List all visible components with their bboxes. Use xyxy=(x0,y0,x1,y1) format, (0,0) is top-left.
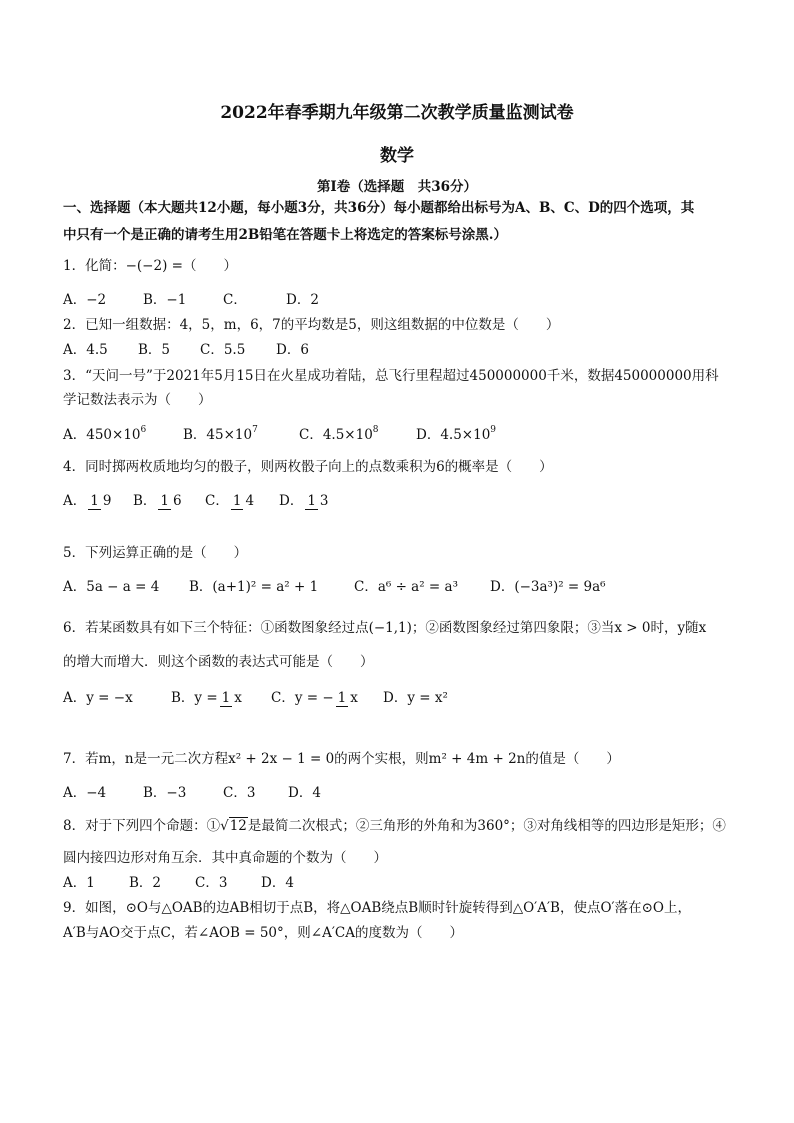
q7-option-c: C．3 xyxy=(223,785,256,801)
q8-stem-line-2: 圆内接四边形对角互余．其中真命题的个数为（ ） xyxy=(63,850,387,866)
q6-option-c-fraction xyxy=(336,691,360,707)
q5-option-c: C．a⁶ ÷ a² = a³ xyxy=(354,579,458,595)
q1-option-a: A．−2 xyxy=(63,292,107,308)
q6-c-num: 1 xyxy=(337,689,347,706)
q6-c-den: x xyxy=(350,689,358,706)
q4-option-d-fraction xyxy=(305,494,330,510)
q3-option-a xyxy=(63,426,183,444)
q4-d-den: 3 xyxy=(319,492,329,509)
q4-option-c-fraction xyxy=(231,494,256,510)
exam-title: 2022年春季期九年级第二次教学质量监测试卷 xyxy=(220,103,574,123)
q8-options xyxy=(63,874,294,892)
q4-a-num: 1 xyxy=(90,492,99,509)
q3-option-a-text: A．450×10 xyxy=(63,427,141,443)
q8-stem-line-1: 8．对于下列四个命题：①√12是最简二次根式；②三角形的外角和为360°；③对角线相等的四边形是矩形；④ xyxy=(63,818,726,834)
q5-stem: 5．下列运算正确的是（ ） xyxy=(63,545,248,561)
q8-option-b: B．2 xyxy=(129,875,162,891)
q7-stem: 7．若m，n是一元二次方程x² + 2x − 1 = 0的两个实根，则m² + 4m + 2n的值是（ ） xyxy=(63,751,620,767)
q1-options xyxy=(63,291,319,309)
q9-stem-line-1: 9．如图，⊙O与△OAB的边AB相切于点B，将△OAB绕点B顺时针旋转得到△O′A′B，使点O′落在⊙O上， xyxy=(63,900,691,916)
q4-c-den: 4 xyxy=(245,492,255,509)
q6-option-a: A．y = −x xyxy=(63,690,133,706)
instructions-line-1: 一、选择题（本大题共12小题，每小题3分，共36分）每小题都给出标号为A、B、C、D的四个选项，其 xyxy=(63,200,695,216)
q1-option-d: D．2 xyxy=(286,292,319,308)
q3-stem-line-1: 3．“天问一号”于2021年5月15日在火星成功着陆，总飞行里程超过450000000千米，数据450000000用科 xyxy=(63,368,719,384)
q5-option-a: A．5a − a = 4 xyxy=(63,579,160,595)
q2-stem: 2．已知一组数据：4，5，m，6，7的平均数是5，则这组数据的中位数是（ ） xyxy=(63,317,560,333)
q7-option-a: A．−4 xyxy=(63,785,107,801)
q8-option-c: C．3 xyxy=(195,875,228,891)
subject-title: 数学 xyxy=(380,146,414,166)
q6-option-c-label: C．y = − xyxy=(271,690,334,706)
q3-option-c-text: C．4.5×10 xyxy=(299,427,373,443)
q4-d-num: 1 xyxy=(307,492,316,509)
q5-option-d: D．(−3a³)² = 9a⁶ xyxy=(490,579,606,595)
q1-option-c: C． xyxy=(223,292,247,308)
q4-option-b-fraction xyxy=(158,494,183,510)
q4-option-a-fraction xyxy=(88,494,113,510)
q3-option-a-exp: 6 xyxy=(140,425,147,435)
q2-option-d: D．6 xyxy=(276,342,309,358)
q3-options xyxy=(63,426,496,444)
q4-option-a xyxy=(63,492,133,510)
q3-option-d-exp: 9 xyxy=(490,425,497,435)
q6-option-c xyxy=(271,689,383,707)
q8-radicand: 12 xyxy=(229,818,247,834)
q2-options xyxy=(63,341,309,359)
q9-stem-line-2: A′B与AO交于点C，若∠AOB = 50°，则∠A′CA的度数为（ ） xyxy=(63,925,463,941)
q4-option-c-label: C． xyxy=(205,493,229,509)
q2-option-b: B．5 xyxy=(138,342,171,358)
q6-options xyxy=(63,689,448,707)
q6-b-num: 1 xyxy=(221,689,231,706)
q8-option-a: A．1 xyxy=(63,875,95,891)
q3-stem-line-2: 学记数法表示为（ ） xyxy=(63,392,212,408)
q8-stem-part-a: 8．对于下列四个命题：① xyxy=(63,818,221,834)
q6-stem-line-1: 6．若某函数具有如下三个特征：①函数图象经过点(−1,1)；②函数图象经过第四象限；③当x > 0时，y随x xyxy=(63,620,707,636)
q3-option-b-exp: 7 xyxy=(252,425,258,435)
q4-option-b xyxy=(133,492,205,510)
q2-option-c: C．5.5 xyxy=(200,342,246,358)
q1-stem: 1．化简：−(−2) =（ ） xyxy=(63,258,237,274)
q7-options xyxy=(63,784,321,802)
q4-options xyxy=(63,492,333,510)
q3-option-d xyxy=(416,426,496,444)
q4-option-b-label: B． xyxy=(133,493,157,509)
q6-option-b xyxy=(171,689,271,707)
q4-option-d xyxy=(279,492,333,510)
q4-b-num: 1 xyxy=(160,492,170,509)
q4-option-a-label: A． xyxy=(63,493,87,509)
q4-option-c xyxy=(205,492,279,510)
q3-option-b-text: B．45×10 xyxy=(183,427,253,443)
q6-option-d: D．y = x² xyxy=(383,690,448,706)
q4-b-den: 6 xyxy=(173,492,182,509)
q3-option-c xyxy=(299,426,416,444)
q7-option-d: D．4 xyxy=(288,785,321,801)
q1-option-b: B．−1 xyxy=(143,292,187,308)
q4-a-den: 9 xyxy=(102,492,112,509)
q6-stem-line-2: 的增大而增大．则这个函数的表达式可能是（ ） xyxy=(63,654,374,670)
section-title: 第Ⅰ卷（选择题 共36分） xyxy=(316,179,478,195)
instructions-line-2: 中只有一个是正确的请考生用2B铅笔在答题卡上将选定的答案标号涂黑.） xyxy=(63,227,508,243)
q6-option-b-label: B．y = xyxy=(171,690,218,706)
q2-option-a: A．4.5 xyxy=(63,342,108,358)
q5-options xyxy=(63,578,606,596)
q7-option-b: B．−3 xyxy=(143,785,187,801)
q6-b-den: x xyxy=(234,689,242,706)
q6-option-b-fraction xyxy=(220,691,244,707)
q8-option-d: D．4 xyxy=(261,875,294,891)
q4-stem: 4．同时掷两枚质地均匀的骰子，则两枚骰子向上的点数乘积为6的概率是（ ） xyxy=(63,459,553,475)
q4-c-num: 1 xyxy=(232,492,242,509)
q3-option-d-text: D．4.5×10 xyxy=(416,427,491,443)
q8-stem-part-b: 是最简二次根式；②三角形的外角和为360°；③对角线相等的四边形是矩形；④ xyxy=(247,818,726,834)
q5-option-b: B．(a+1)² = a² + 1 xyxy=(189,579,319,595)
q3-option-c-exp: 8 xyxy=(372,425,379,435)
q3-option-b xyxy=(183,426,299,444)
q4-option-d-label: D． xyxy=(279,493,304,509)
